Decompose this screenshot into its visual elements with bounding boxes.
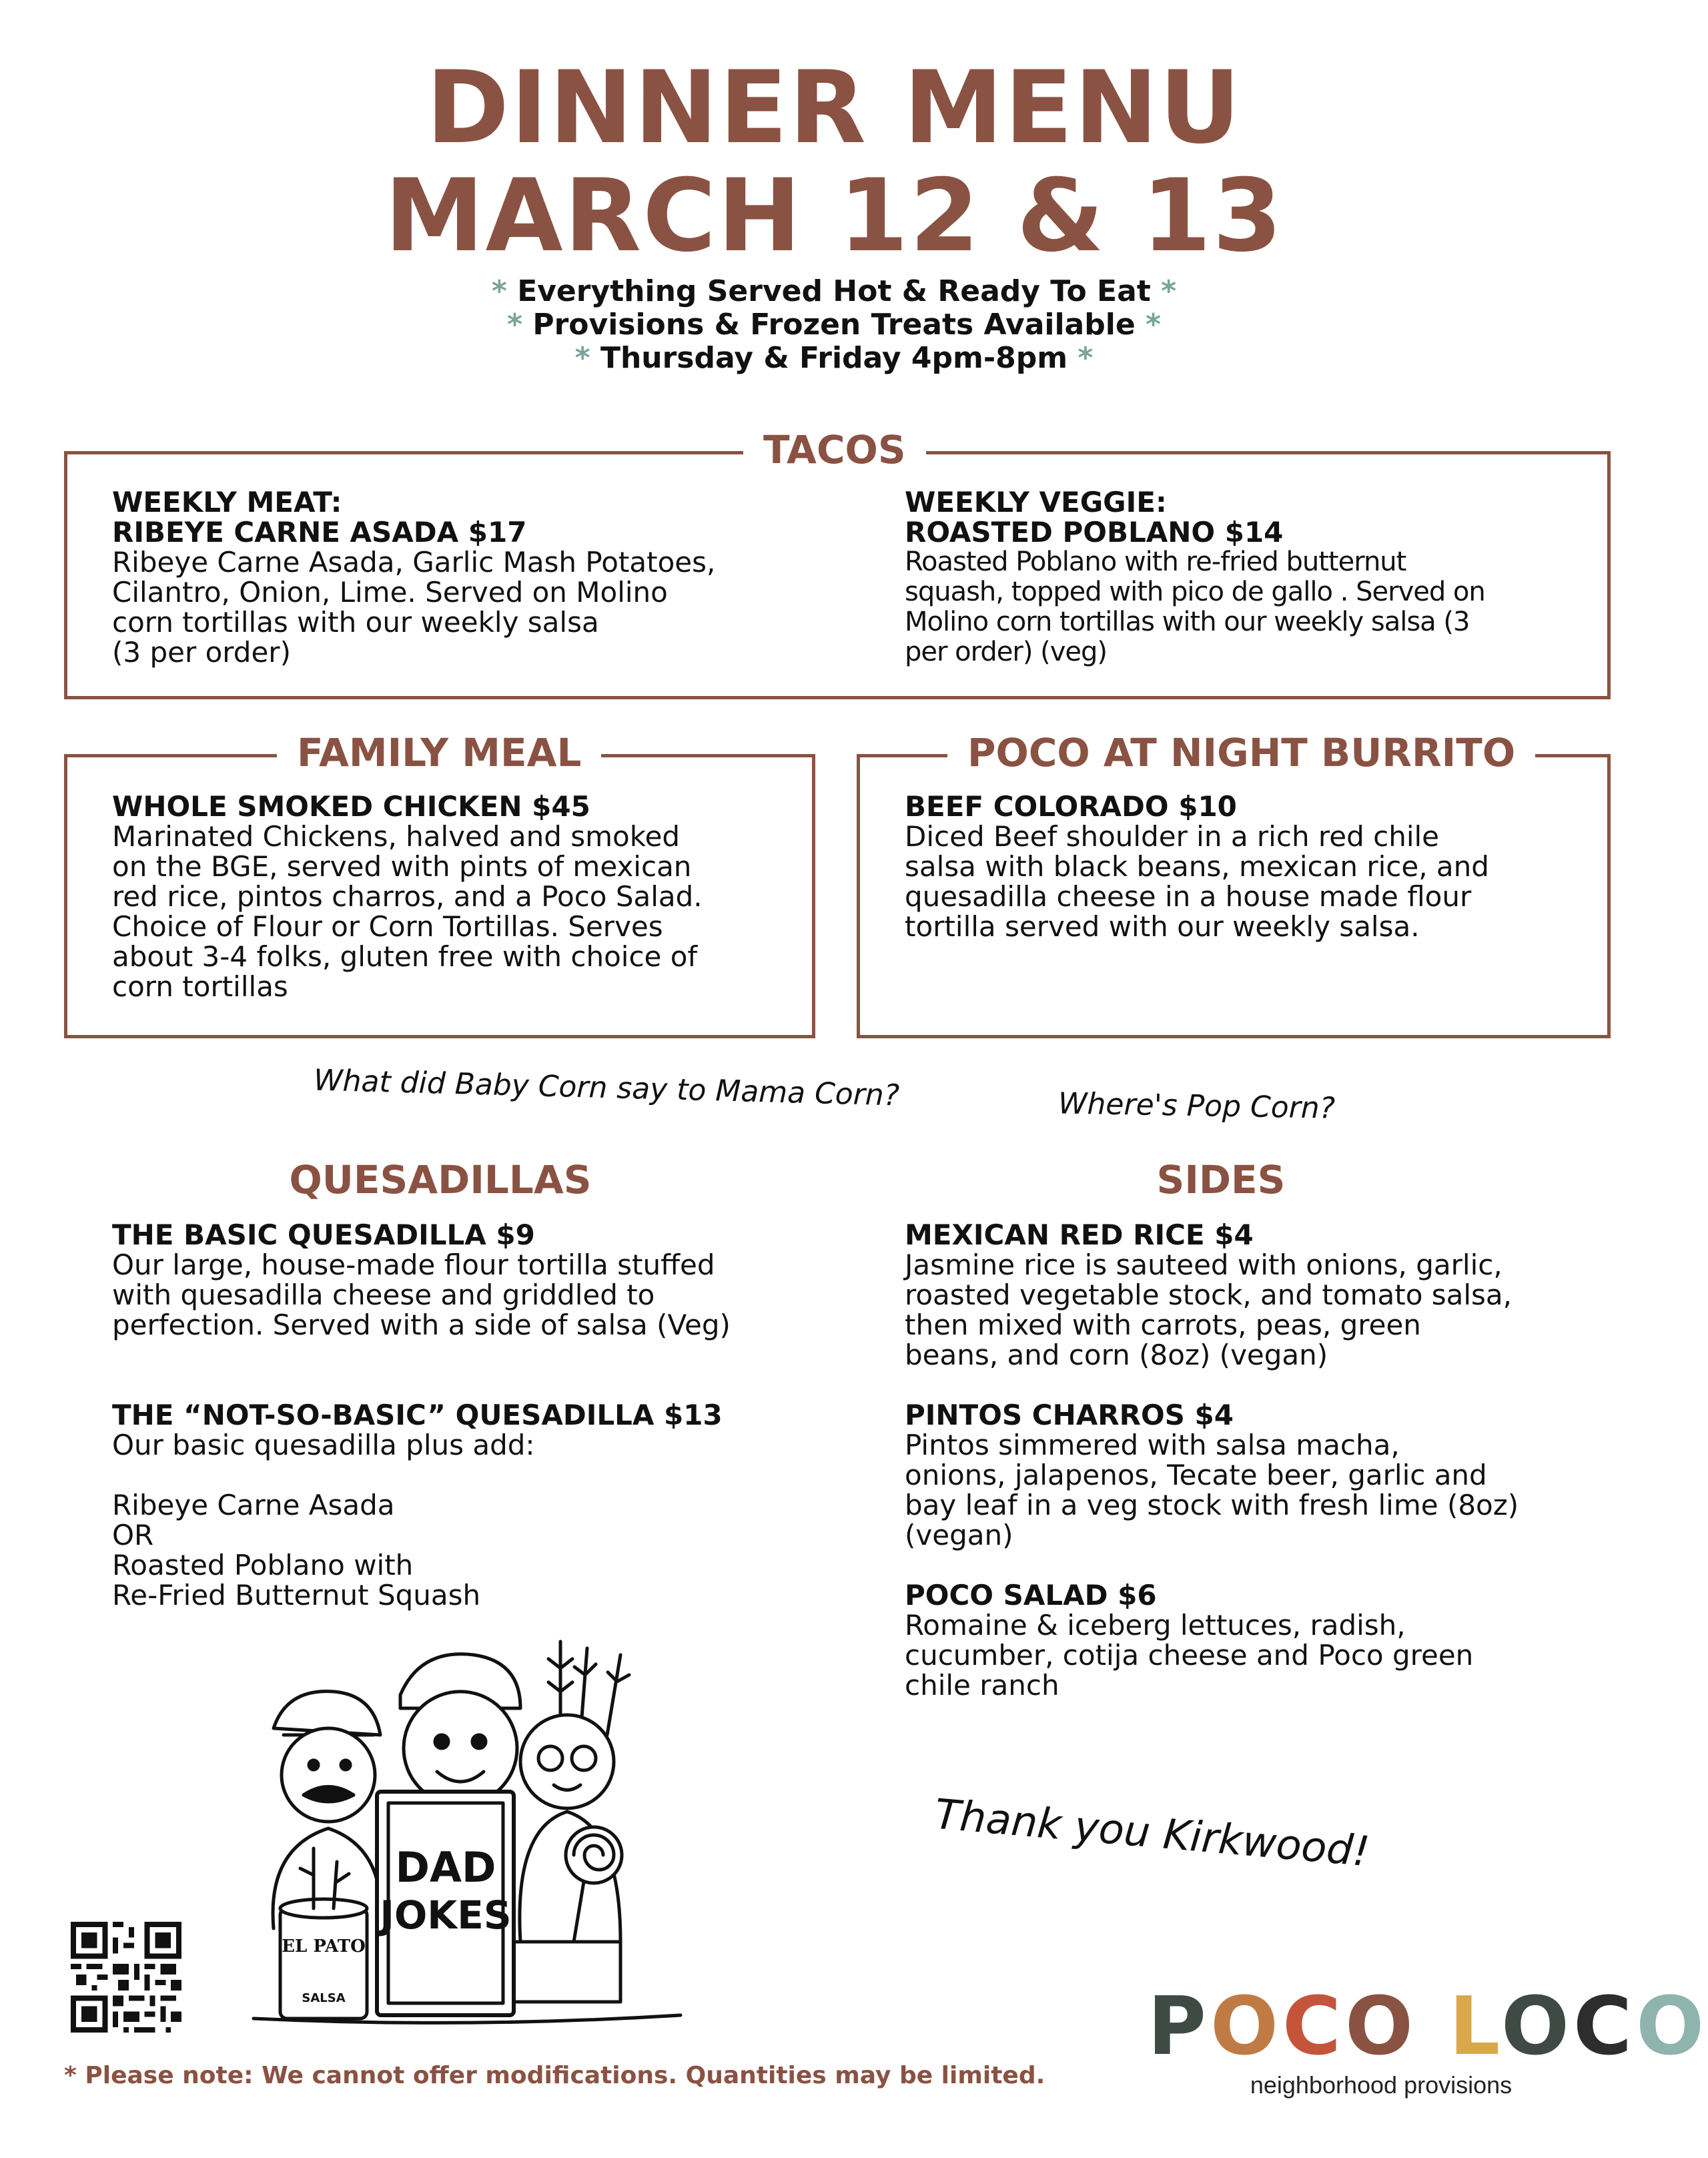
logo-letter: P bbox=[1148, 1981, 1210, 2073]
not-so-basic-quesadilla-item bbox=[112, 1400, 846, 1610]
weekly-meat-label: WEEKLY MEAT: bbox=[112, 486, 342, 518]
thank-you-note: Thank you Kirkwood! bbox=[933, 1789, 1372, 1876]
sides-heading: SIDES bbox=[1156, 1157, 1286, 1202]
joke-answer: Where's Pop Corn? bbox=[1057, 1086, 1336, 1126]
note-line: * Thursday & Friday 4pm-8pm * bbox=[574, 341, 1094, 375]
logo-letter: L bbox=[1448, 1981, 1502, 2073]
weekly-veggie-label: WEEKLY VEGGIE: bbox=[905, 486, 1167, 518]
service-notes bbox=[0, 275, 1668, 375]
pintos-charros-name: PINTOS CHARROS $4 bbox=[905, 1399, 1234, 1431]
menu-title: DINNER MENU bbox=[426, 50, 1242, 166]
poco-salad-item bbox=[905, 1580, 1612, 1700]
logo-letter: O bbox=[1636, 1981, 1708, 2073]
logo-letter: O bbox=[1210, 1981, 1282, 2073]
beef-colorado-name: BEEF COLORADO $10 bbox=[905, 790, 1237, 823]
tacos-heading: TACOS bbox=[743, 428, 926, 471]
smoked-chicken-name: WHOLE SMOKED CHICKEN $45 bbox=[112, 790, 590, 823]
mexican-rice-desc: Jasmine rice is sauteed with onions, garlic, roasted vegetable stock, and tomato salsa, then mixed with carrots, peas, green beans, and corn (8oz) (vegan) bbox=[905, 1248, 1513, 1371]
poco-salad-desc: Romaine & iceberg lettuces, radish, cucumber, cotija cheese and Poco green chile ranch bbox=[905, 1609, 1474, 1702]
footnote: * Please note: We cannot offer modifications. Quantities may be limited. bbox=[64, 2062, 1045, 2089]
basic-quesadilla-item bbox=[112, 1220, 846, 1340]
not-so-basic-quesadilla-desc: Our basic quesadilla plus add: Ribeye Carne Asada OR Roasted Poblano with Re-Fried Butternut Squash bbox=[112, 1429, 535, 1611]
basic-quesadilla-name: THE BASIC QUESADILLA $9 bbox=[112, 1218, 535, 1251]
logo-subtitle: neighborhood provisions bbox=[1250, 2071, 1513, 2099]
can-label: EL PATO bbox=[282, 1936, 366, 1956]
beef-colorado-item bbox=[905, 791, 1599, 942]
weekly-meat-desc: Ribeye Carne Asada, Garlic Mash Potatoes, Cilantro, Onion, Lime. Served on Molino corn tortillas with our weekly salsa (3 per order) bbox=[112, 546, 716, 669]
note-line: * Provisions & Frozen Treats Available * bbox=[507, 308, 1161, 342]
book-title-line2: JOKES bbox=[380, 1892, 512, 1938]
poco-salad-name: POCO SALAD $6 bbox=[905, 1579, 1157, 1611]
not-so-basic-quesadilla-name: THE “NOT-SO-BASIC” QUESADILLA $13 bbox=[112, 1399, 723, 1431]
weekly-meat-item bbox=[112, 487, 846, 667]
pintos-charros-item bbox=[905, 1400, 1612, 1550]
beef-colorado-desc: Diced Beef shoulder in a rich red chile salsa with black beans, mexican rice, and quesadilla cheese in a house made flour tortilla served with our weekly salsa. bbox=[905, 820, 1489, 943]
joke-question: What did Baby Corn say to Mama Corn? bbox=[313, 1063, 900, 1113]
logo-letter: O bbox=[1501, 1981, 1574, 2073]
smoked-chicken-desc: Marinated Chickens, halved and smoked on the BGE, served with pints of mexican red rice, pintos charros, and a Poco Salad. Choice of Flour or Corn Tortillas. Serves about 3-4 folks, gluten free with choice of corn tortillas bbox=[112, 820, 703, 1003]
weekly-meat-name: RIBEYE CARNE ASADA $17 bbox=[112, 516, 527, 549]
weekly-veggie-item bbox=[905, 487, 1599, 667]
weekly-veggie-desc: Roasted Poblano with re-fried butternut squash, topped with pico de gallo . Served on Molino corn tortillas with our weekly salsa (3 per order) (veg) bbox=[905, 547, 1485, 667]
dad-jokes-illustration bbox=[247, 1628, 687, 2035]
smoked-chicken-item bbox=[112, 791, 806, 1002]
pintos-charros-desc: Pintos simmered with salsa macha, onions, jalapenos, Tecate beer, garlic and bay leaf in a veg stock with fresh lime (8oz) (vegan) bbox=[905, 1429, 1519, 1551]
family-meal-heading: FAMILY MEAL bbox=[277, 731, 601, 774]
mexican-rice-item bbox=[905, 1220, 1612, 1370]
poco-loco-logo bbox=[1148, 1981, 1708, 2099]
basic-quesadilla-desc: Our large, house-made flour tortilla stuffed with quesadilla cheese and griddled to perfection. Served with a side of salsa (Veg) bbox=[112, 1248, 731, 1341]
quesadillas-heading: QUESADILLAS bbox=[289, 1157, 592, 1202]
note-line: * Everything Served Hot & Ready To Eat * bbox=[491, 274, 1177, 308]
menu-date: MARCH 12 & 13 bbox=[384, 158, 1284, 274]
book-title-line1: DAD bbox=[395, 1843, 496, 1892]
can-sub-label: SALSA bbox=[302, 1991, 346, 2005]
qr-code bbox=[71, 1922, 181, 2033]
weekly-veggie-name: ROASTED POBLANO $14 bbox=[905, 516, 1284, 549]
logo-wordmark bbox=[1148, 1981, 1708, 2073]
burrito-heading: POCO AT NIGHT BURRITO bbox=[947, 731, 1535, 774]
logo-letter: C bbox=[1573, 1981, 1637, 2073]
mexican-rice-name: MEXICAN RED RICE $4 bbox=[905, 1218, 1254, 1251]
logo-letter: O bbox=[1345, 1981, 1418, 2073]
logo-letter: C bbox=[1282, 1981, 1346, 2073]
logo-letter bbox=[1417, 1981, 1449, 2073]
